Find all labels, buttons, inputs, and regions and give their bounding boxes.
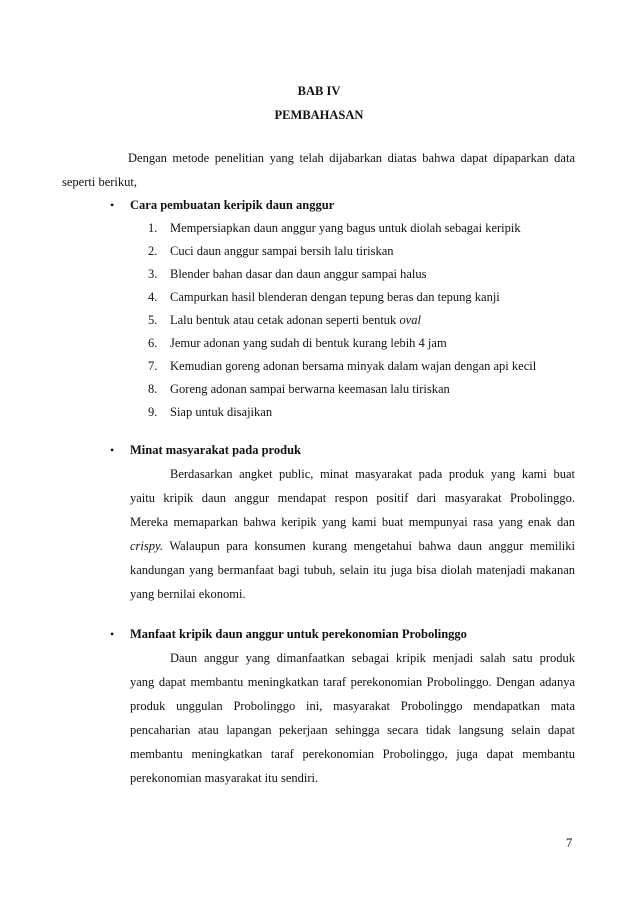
paragraph-line: yaitu kripik daun anggur mendapat respon positif dari masyarakat Probolinggo. (130, 491, 575, 505)
section-title: Minat masyarakat pada produk (130, 443, 301, 457)
list-item: 6. Jemur adonan yang sudah di bentuk kurang lebih 4 jam (148, 336, 447, 350)
list-item: 5. Lalu bentuk atau cetak adonan seperti bentuk oval (148, 313, 421, 327)
list-item: 1. Mempersiapkan daun anggur yang bagus untuk diolah sebagai keripik (148, 221, 521, 235)
list-item: 8. Goreng adonan sampai berwarna keemasan lalu tiriskan (148, 382, 450, 396)
chapter-heading: BAB IV (297, 84, 341, 98)
paragraph-line: produk unggulan Probolinggo ini, masyarakat Probolinggo mendapatkan mata (130, 699, 575, 713)
list-item: 3. Blender bahan dasar dan daun anggur sampai halus (148, 267, 427, 281)
list-item: 7. Kemudian goreng adonan bersama minyak dalam wajan dengan api kecil (148, 359, 537, 373)
page-number: 7 (566, 836, 573, 850)
paragraph-line: yang bernilai ekonomi. (130, 587, 246, 601)
bullet-icon: • (110, 443, 115, 457)
paragraph-line: membantu meningkatkan taraf perekonomian Probolinggo, juga dapat membantu (130, 747, 575, 761)
section-title: Manfaat kripik daun anggur untuk perekonomian Probolinggo (130, 627, 467, 641)
intro-line-1: Dengan metode penelitian yang telah dijabarkan diatas bahwa dapat dipaparkan data (128, 151, 575, 165)
paragraph-line: yang dapat membantu meningkatkan taraf perekonomian Probolinggo. Dengan adanya (130, 675, 575, 689)
paragraph-line: Mereka memaparkan bahwa keripik yang kami buat mempunyai rasa yang enak dan (130, 515, 575, 529)
list-item: 9. Siap untuk disajikan (148, 405, 273, 419)
chapter-title: PEMBAHASAN (274, 108, 364, 122)
bullet-icon: • (110, 627, 115, 641)
list-item: 4. Campurkan hasil blenderan dengan tepung beras dan tepung kanji (148, 290, 500, 304)
list-item: 2. Cuci daun anggur sampai bersih lalu tiriskan (148, 244, 394, 258)
paragraph-line: Berdasarkan angket public, minat masyarakat pada produk yang kami buat (170, 467, 575, 481)
section-title: Cara pembuatan keripik daun anggur (130, 198, 335, 212)
paragraph-line: perekonomian masyarakat itu sendiri. (130, 771, 319, 785)
bullet-icon: • (110, 198, 115, 212)
intro-line-2: seperti berikut, (62, 175, 137, 189)
paragraph-line: kandungan yang bermanfaat bagi tubuh, selain itu juga bisa diolah matenjadi makanan (130, 563, 575, 577)
paragraph-line: pencaharian atau lapangan pekerjaan sehingga secara tidak langsung selain dapat (130, 723, 575, 737)
paragraph-line: Daun anggur yang dimanfaatkan sebagai kripik menjadi salah satu produk (170, 651, 575, 665)
paragraph-line: crispy. Walaupun para konsumen kurang mengetahui bahwa daun anggur memiliki (130, 539, 575, 553)
